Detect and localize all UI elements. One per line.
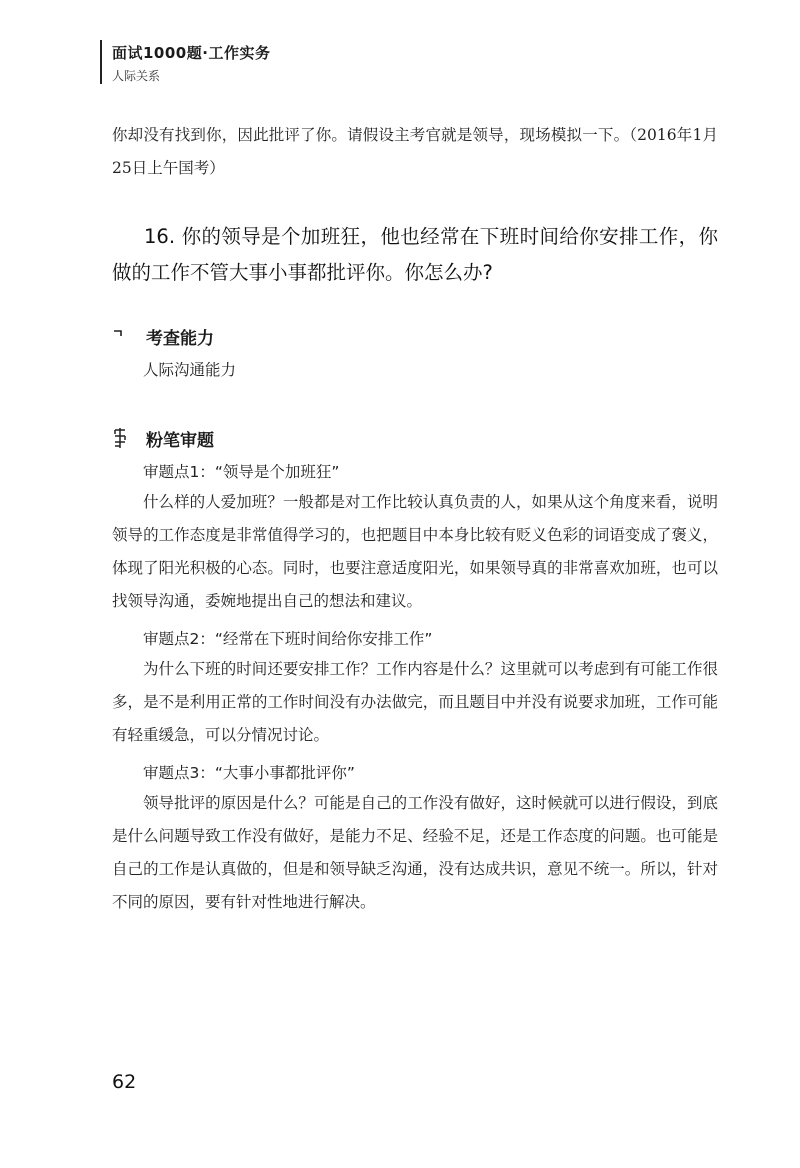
analysis-point-label-3: 审题点3：“大事小事都批评你” xyxy=(143,764,355,782)
flag-icon xyxy=(112,325,136,347)
chalk-icon xyxy=(112,427,136,449)
chapter-title: 人际关系 xyxy=(112,69,161,83)
ability-section-title: 考查能力 xyxy=(146,328,214,349)
analysis-point-text-3: 领导批评的原因是什么？可能是自己的工作没有做好，这时候就可以进行假设，到底是什么问题导致工作没有做好，是能力不足、经验不足，还是工作态度的问题。也可能是自己的工作是认真做的，但是和领导缺乏沟通，没有达成共识，意见不统一。所以，针对不同的原因，要有针对性地进行解决。 xyxy=(112,794,718,911)
analysis-point-text-1: 什么样的人爱加班？一般都是对工作比较认真负责的人，如果从这个角度来看，说明领导的工作态度是非常值得学习的，也把题目中本身比较有贬义色彩的词语变成了褒义，体现了阳光积极的心态。同时，也要注意适度阳光，如果领导真的非常喜欢加班，也可以找领导沟通，委婉地提出自己的想法和建议。 xyxy=(112,493,718,610)
analysis-section-heading xyxy=(112,424,214,452)
analysis-point-label-1: 审题点1：“领导是个加班狂” xyxy=(143,463,340,481)
analysis-point-text-2: 为什么下班的时间还要安排工作？工作内容是什么？这里就可以考虑到有可能工作很多，是不是利用正常的工作时间没有办法做完，而且题目中并没有说要求加班，工作可能有轻重缓急，可以分情况讨论。 xyxy=(112,660,718,744)
ability-section-heading xyxy=(112,322,214,350)
header-rule xyxy=(100,40,102,84)
analysis-point-label-2: 审题点2：“经常在下班时间给你安排工作” xyxy=(143,630,433,648)
analysis-section-title: 粉笔审题 xyxy=(146,430,214,451)
page-number: 62 xyxy=(112,1071,137,1093)
book-title: 面试1000题·工作实务 xyxy=(112,44,271,62)
question-heading: 16. 你的领导是个加班狂，他也经常在下班时间给你安排工作，你做的工作不管大事小事都批评你。你怎么办? xyxy=(112,225,718,284)
intro-paragraph: 你却没有找到你，因此批评了你。请假设主考官就是领导，现场模拟一下。（2016年1月25日上午国考） xyxy=(112,126,718,177)
ability-content: 人际沟通能力 xyxy=(143,361,237,379)
